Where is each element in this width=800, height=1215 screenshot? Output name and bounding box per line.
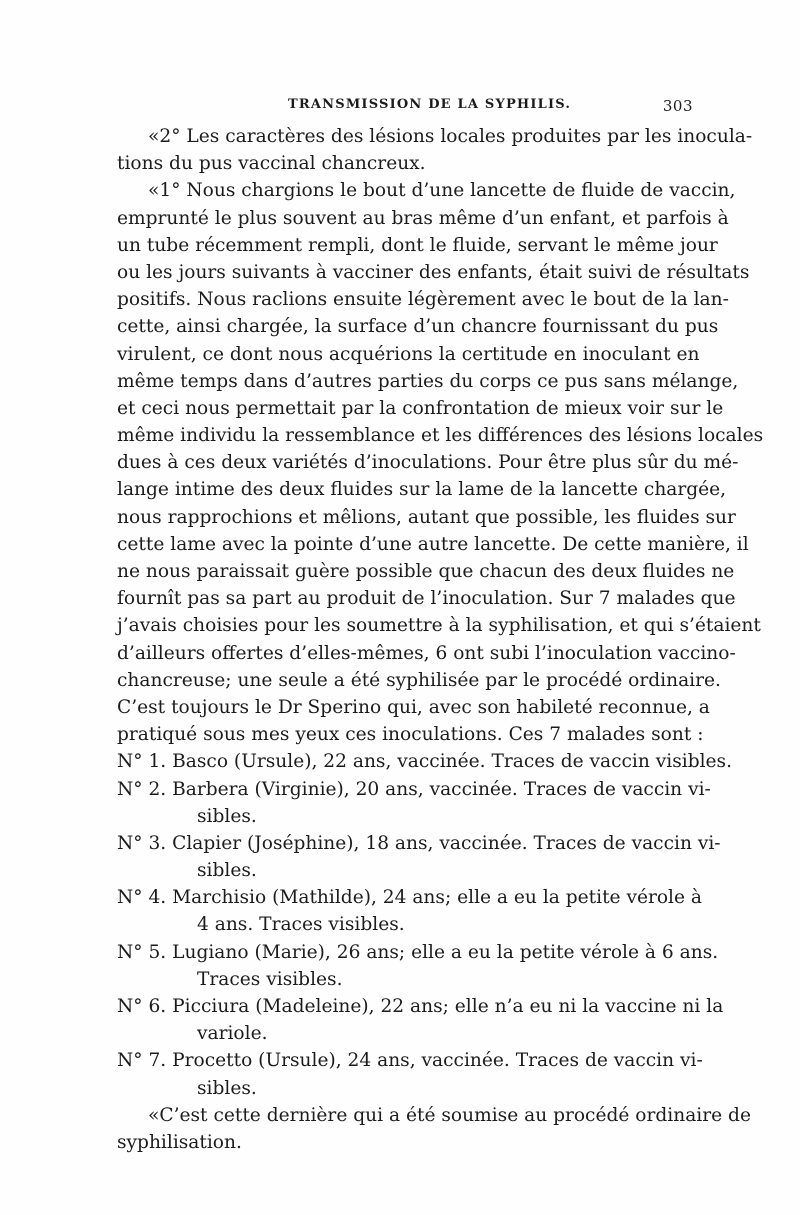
text-line: d’ailleurs offertes d’elles-mêmes, 6 ont subi l’inoculation vaccino- — [117, 642, 736, 664]
text-line: positifs. Nous raclions ensuite légèrement avec le bout de la lan- — [117, 289, 729, 311]
patient-list — [117, 748, 733, 1101]
text-line: fournît pas sa part au produit de l’inoculation. Sur 7 malades que — [117, 588, 736, 610]
patient-entry-7 — [117, 1047, 703, 1101]
text-line: ne nous paraissait guère possible que chacun des deux fluides ne — [117, 561, 735, 582]
text-line: dues à ces deux variétés d’inoculations. Pour être plus sûr du mé- — [117, 452, 739, 474]
patient-entry-6 — [117, 993, 724, 1047]
text-line: Traces visibles. — [197, 968, 343, 990]
text-line: 4 ans. Traces visibles. — [197, 914, 405, 936]
text-line: N° 1. Basco (Ursule), 22 ans, vaccinée. Traces de vaccin visibles. — [117, 751, 733, 773]
running-title: TRANSMISSION DE LA SYPHILIS. — [288, 97, 572, 112]
paragraph-3 — [117, 1102, 751, 1156]
text-line: j’avais choisies pour les soumettre à la syphilisation, et qui s’étaient — [117, 615, 761, 637]
text-line: même individu la ressemblance et les différences des lésions locales — [117, 425, 764, 447]
paragraph-1 — [117, 123, 753, 177]
text-line: chancreuse; une seule a été syphilisée par le procédé ordinaire. — [117, 669, 721, 691]
text-line: et ceci nous permettait par la confrontation de mieux voir sur le — [117, 397, 724, 419]
text-line: N° 6. Picciura (Madeleine), 22 ans; elle n’a eu ni la vaccine ni la — [117, 996, 724, 1017]
text-line: syphilisation. — [117, 1131, 242, 1153]
text-line: N° 3. Clapier (Joséphine), 18 ans, vaccinée. Traces de vaccin vi- — [117, 832, 721, 854]
text-line: N° 7. Procetto (Ursule), 24 ans, vaccinée. Traces de vaccin vi- — [117, 1050, 703, 1072]
text-line: nous rapprochions et mêlions, autant que possible, les fluides sur — [117, 506, 736, 528]
text-line: pratiqué sous mes yeux ces inoculations. Ces 7 malades sont : — [117, 724, 704, 746]
page-number: 303 — [662, 97, 693, 115]
running-head — [112, 97, 697, 117]
text-line: variole. — [197, 1023, 268, 1045]
patient-entry-4 — [117, 884, 703, 938]
patient-entry-2 — [117, 776, 711, 830]
text-line: même temps dans d’autres parties du corps ce pus sans mélange, — [117, 370, 739, 392]
text-line: tions du pus vaccinal chancreux. — [117, 153, 426, 175]
text-line: lange intime des deux fluides sur la lame de la lancette chargée, — [117, 479, 727, 501]
text-line: emprunté le plus souvent au bras même d’un enfant, et parfois à — [117, 207, 729, 229]
text-line: cette, ainsi chargée, la surface d’un chancre fournissant du pus — [117, 316, 719, 338]
patient-entry-5 — [117, 939, 719, 993]
text-line: virulent, ce dont nous acquérions la certitude en inoculant en — [117, 343, 700, 365]
text-line: «C’est cette dernière qui a été soumise au procédé ordinaire de — [148, 1104, 751, 1126]
text-line: sibles. — [197, 860, 257, 882]
text-line: N° 5. Lugiano (Marie), 26 ans; elle a eu la petite vérole à 6 ans. — [117, 941, 719, 963]
text-line: N° 4. Marchisio (Mathilde), 24 ans; elle a eu la petite vérole à — [117, 887, 703, 909]
body-text — [117, 123, 764, 1156]
text-line: un tube récemment rempli, dont le fluide, servant le même jour — [117, 234, 718, 256]
patient-entry-1 — [117, 748, 733, 775]
text-line: «2° Les caractères des lésions locales produites par les inocula- — [148, 126, 753, 147]
text-line: N° 2. Barbera (Virginie), 20 ans, vaccinée. Traces de vaccin vi- — [117, 778, 711, 800]
text-line: cette lame avec la pointe d’une autre lancette. De cette manière, il — [117, 533, 749, 555]
text-line: «1° Nous chargions le bout d’une lancette de fluide de vaccin, — [148, 180, 736, 202]
text-line: sibles. — [197, 805, 257, 827]
text-line: C’est toujours le Dr Sperino qui, avec son habileté reconnue, a — [117, 696, 710, 718]
text-line: ou les jours suivants à vacciner des enfants, était suivi de résultats — [117, 261, 750, 283]
text-line: sibles. — [197, 1077, 257, 1099]
paragraph-2 — [117, 177, 764, 748]
patient-entry-3 — [117, 830, 721, 884]
